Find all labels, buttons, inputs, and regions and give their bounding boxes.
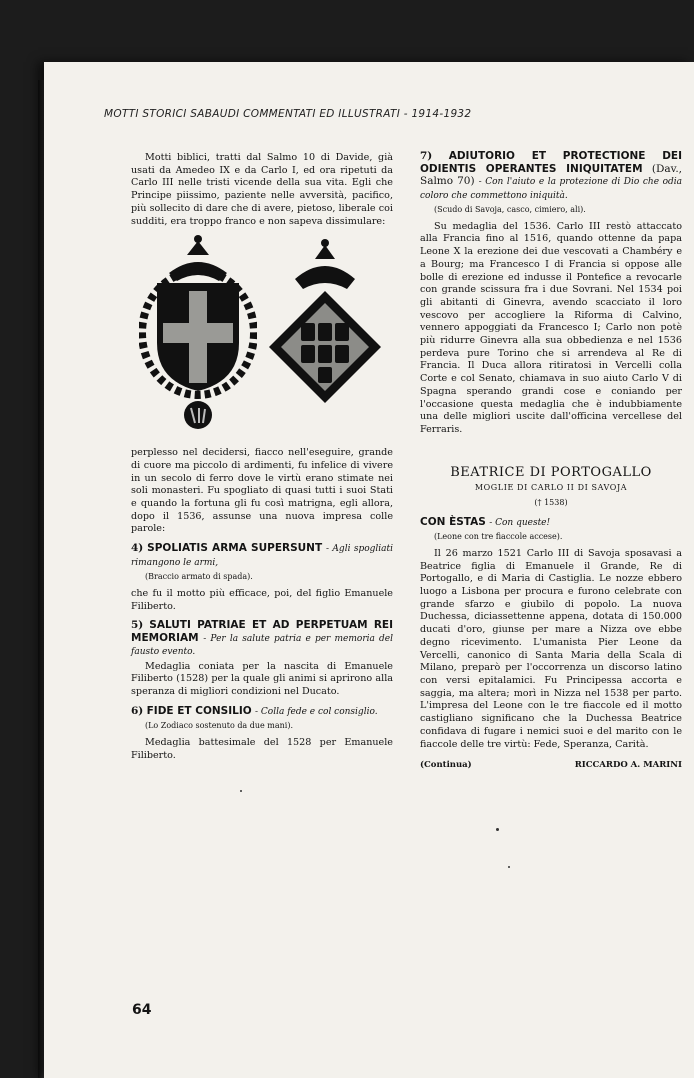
motto-4-translation: - Agli spogliati rimangono le armi, [131,544,394,568]
author-name: RICCARDO A. MARINI [574,760,682,771]
motto-7-reference: (Dav., Salmo 70) [420,162,682,187]
motto-6-title: FIDE ET CONSILIO [146,704,252,717]
motto-5-translation: - Per la salute patria e per memoria del fausto evento. [131,633,393,658]
motto-5-number: 5) [131,619,144,632]
motto-7-note: (Scudo di Savoja, casco, cimiero, ali). [434,205,586,214]
section-date: († 1538) [534,498,568,508]
motto-5 [131,619,393,659]
left-column [131,152,393,767]
motto-4 [131,542,393,569]
motto-8-translation: - Con queste! [489,517,551,528]
savoy-cross-shield-emblem [139,233,257,433]
motto-4-number: 4) [131,542,144,555]
portugal-diamond-shield-emblem [265,239,385,409]
motto-6-translation: - Colla fede e col consiglio. [255,706,378,717]
motto-8-note: (Leone con tre fiaccole accese). [434,532,563,542]
continua-label: (Continua) [420,760,472,771]
page-number: 64 [132,1002,152,1018]
motto-7-number: 7) [420,150,433,162]
motto-7-body: Su medaglia del 1536. Carlo III restò attaccato alla Francia fino al 1516, quando ottenne da papa Leone X la erezione dei due vescovati a Chambéry e a Bourg; ma Francesco I di Francia si oppose alle bolle di erezione ed indusse il Pontefice a revocarle con grande scissura fra i due Sovrani. Nel 1534 poi gli abitanti di Ginevra, avendo scacciato il loro vescovo per accogliere la Riforma di Calvino, vennero appoggiati da Francesco I; Carlo non potè più ridurre Ginevra alla sua obbedienza e nel 1536 perdeva pure Torino che si arrendeva al Re di Francia. Il Duca allora ritiratosi in Vercelli colla Corte e col Senato, chiamava in suo aiuto Carlo V di Spagna sperando grandi cose e coniando per l'occasione questa medaglia che è indubbiamente una delle migliori uscite dall'officina vercellese del Ferraris. [420,220,682,435]
intro-paragraph: Motti biblici, tratti dal Salmo 10 di Davide, già usati da Amedeo IX e da Carlo I, ed ora ripetuti da Carlo III nelle tristi vicende della sua vita. Egli che Principe piissimo, paziente nelle avversità, pacifico, più sollecito di dare che di avere, pietoso, liberale coi sudditi, era troppo franco e non sapeva dissimulare: [131,152,393,227]
ink-speck [240,790,242,792]
motto-6-body: Medaglia battesimale del 1528 per Emanuele Filiberto. [131,737,393,761]
motto-5-title: SALUTI PATRIAE ET AD PERPETUAM REI MEMORIAM [131,619,394,644]
motto-7-translation: - Con l'aiuto e la protezione di Dio che odia coloro che commettono iniquità. [420,177,682,201]
right-column [420,150,682,772]
ink-speck [508,866,510,868]
motto-6-note: (Lo Zodiaco sostenuto da due mani). [145,721,294,731]
motto-4-body: che fu il motto più efficace, poi, del figlio Emanuele Filiberto. [131,587,393,612]
motto-5-body: Medaglia coniata per la nascita di Emanuele Filiberto (1528) per la quale gli animi si aprirono alla speranza di migliori condizioni nel Ducato. [131,660,393,698]
motto-4-note: (Braccio armato di spada). [145,572,253,582]
motto-7 [420,150,682,202]
motto-8-title: CON ÈSTAS [420,515,486,528]
motto-6-number: 6) [131,704,144,717]
motto-8-body: Il 26 marzo 1521 Carlo III di Savoja sposavasi a Beatrice figlia di Emanuele il Grande, Re di Portogallo, e di Maria di Castiglia. Le nozze ebbero luogo a Lisbona per procura e furono celebrate con grande sfarzo e giubilo di popolo. La nuova Duchessa, diciassettenne appena, dotata di 150.000 ducati d'oro, giunse per mare a Nizza ove ebbe degno ricevimento. L'umanista Pier Leone da Vercelli, canonico di Santa Maria della Scala di Milano, preparò per l'occorrenza un discorso latino con versi epitalamici. Fu Principessa accorta e saggia, ma altera; morì in Nizza nel 1538 per parto. L'impresa del Leone con le tre fiaccole ed il motto castigliano significano che la Duchessa Beatrice confidava di fugare i nemici suoi e del marito con le fiaccole delle tre virtù: Fede, Speranza, Carità. [420,547,682,750]
running-head: MOTTI STORICI SABAUDI COMMENTATI ED ILLUSTRATI - 1914-1932 [104,108,472,120]
after-emblems-paragraph: perplesso nel decidersi, fiacco nell'eseguire, grande di cuore ma piccolo di ardimenti, fu infelice di vivere in un secolo di ferro dove le virtù erano stimate nei soli monasteri. Fu spogliato di quasi tutti i suoi Stati e quando la fortuna gli fu così matrigna, egli allora, dopo il 1536, assunse una nuova impresa colle parole: [131,447,393,535]
motto-8 [420,516,682,530]
motto-7-title: ADIUTORIO ET PROTECTIONE DEI ODIENTIS OPERANTES INIQUITATEM [420,150,682,175]
signature-row [420,759,682,772]
section-title: BEATRICE DI PORTOGALLO [450,464,652,480]
section-subtitle: MOGLIE DI CARLO II DI SAVOJA [474,483,628,493]
ink-speck [496,828,499,831]
motto-6 [131,705,393,719]
emblems-illustration [131,233,393,441]
motto-4-title: SPOLIATIS ARMA SUPERSUNT [147,542,323,555]
